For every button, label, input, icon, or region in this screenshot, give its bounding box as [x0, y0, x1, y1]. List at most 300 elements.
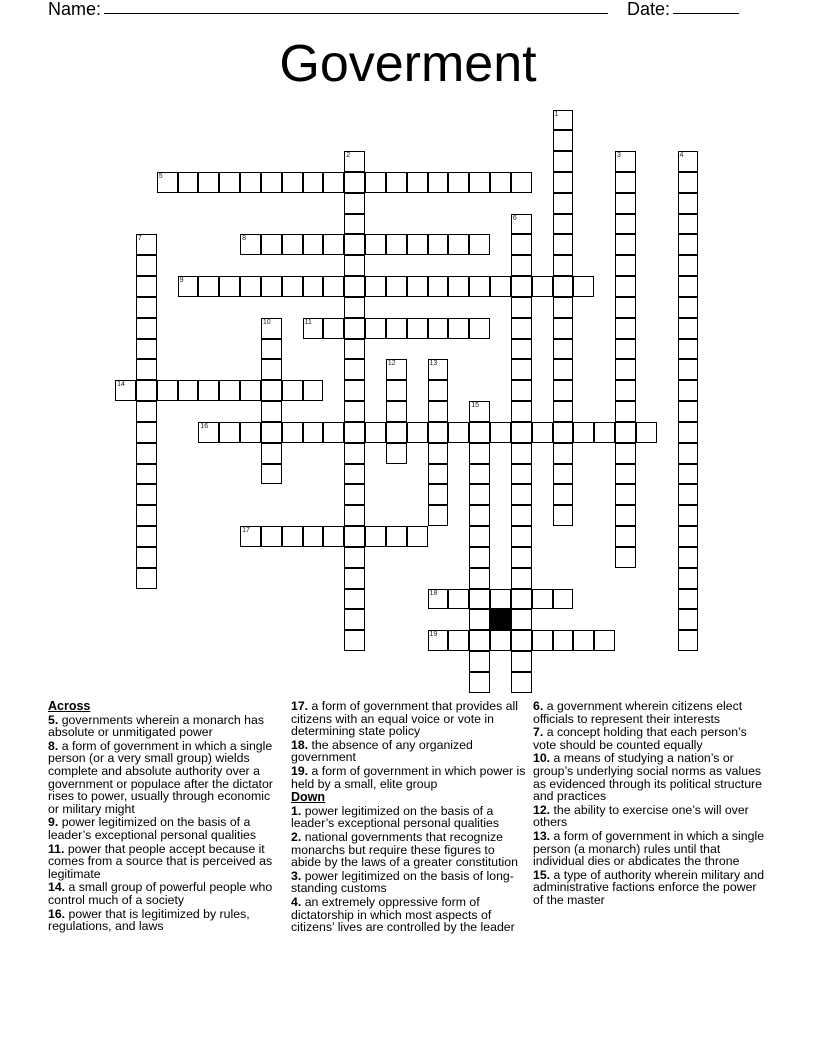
grid-cell[interactable]	[678, 568, 699, 589]
grid-cell[interactable]	[448, 234, 469, 255]
grid-cell[interactable]	[344, 255, 365, 276]
grid-cell[interactable]	[136, 339, 157, 360]
grid-cell[interactable]	[386, 526, 407, 547]
grid-cell[interactable]	[136, 297, 157, 318]
grid-cell[interactable]	[469, 234, 490, 255]
grid-cell[interactable]	[553, 484, 574, 505]
grid-cell[interactable]	[219, 276, 240, 297]
grid-cell[interactable]	[532, 589, 553, 610]
grid-cell[interactable]	[511, 484, 532, 505]
grid-cell[interactable]	[261, 318, 282, 339]
grid-cell[interactable]	[136, 568, 157, 589]
clue-number: 11.	[48, 841, 68, 856]
clue-text: national governments that recognize monarchs but require these figures to abide by the laws of a greater constitution	[291, 829, 518, 870]
grid-cell[interactable]	[344, 589, 365, 610]
grid-cell[interactable]	[469, 443, 490, 464]
grid-cell[interactable]	[344, 214, 365, 235]
clue-number: 12.	[533, 802, 554, 817]
grid-cell[interactable]	[469, 422, 490, 443]
grid-cell[interactable]	[344, 401, 365, 422]
grid-cell[interactable]	[386, 318, 407, 339]
grid-cell[interactable]	[323, 172, 344, 193]
grid-cell[interactable]	[136, 547, 157, 568]
grid-cell[interactable]	[428, 630, 449, 651]
grid-cell[interactable]	[178, 380, 199, 401]
grid-cell[interactable]	[240, 380, 261, 401]
grid-cell[interactable]	[678, 193, 699, 214]
grid-cell[interactable]	[178, 172, 199, 193]
grid-cell[interactable]	[615, 443, 636, 464]
black-cell	[490, 609, 511, 630]
grid-cell[interactable]	[511, 443, 532, 464]
clue-across-18	[291, 739, 527, 764]
grid-cell[interactable]	[469, 672, 490, 693]
grid-cell[interactable]	[469, 464, 490, 485]
grid-cell[interactable]	[344, 443, 365, 464]
grid-cell[interactable]	[261, 422, 282, 443]
grid-cell[interactable]	[678, 589, 699, 610]
grid-cell[interactable]	[303, 318, 324, 339]
grid-cell[interactable]	[678, 401, 699, 422]
grid-cell[interactable]	[303, 172, 324, 193]
grid-cell[interactable]	[511, 297, 532, 318]
grid-cell[interactable]	[136, 484, 157, 505]
grid-cell[interactable]	[344, 422, 365, 443]
grid-cell[interactable]	[615, 422, 636, 443]
grid-cell[interactable]	[344, 484, 365, 505]
grid-cell[interactable]	[344, 276, 365, 297]
grid-cell[interactable]	[469, 589, 490, 610]
grid-cell[interactable]	[407, 422, 428, 443]
grid-cell[interactable]	[615, 401, 636, 422]
clue-number: 8	[242, 235, 246, 243]
grid-cell[interactable]	[136, 276, 157, 297]
grid-cell[interactable]	[157, 172, 178, 193]
clue-down-12	[533, 804, 769, 829]
grid-cell[interactable]	[323, 276, 344, 297]
clue-number: 14.	[48, 880, 69, 895]
grid-cell[interactable]	[428, 318, 449, 339]
grid-cell[interactable]	[553, 339, 574, 360]
grid-cell[interactable]	[303, 234, 324, 255]
grid-cell[interactable]	[136, 359, 157, 380]
grid-cell[interactable]	[532, 276, 553, 297]
clue-across-16	[48, 908, 284, 933]
grid-cell[interactable]	[490, 172, 511, 193]
grid-cell[interactable]	[198, 422, 219, 443]
grid-cell[interactable]	[636, 422, 657, 443]
grid-cell[interactable]	[615, 547, 636, 568]
clue-number: 4.	[291, 894, 305, 909]
grid-cell[interactable]	[323, 526, 344, 547]
grid-cell[interactable]	[511, 568, 532, 589]
grid-cell[interactable]	[678, 526, 699, 547]
grid-cell[interactable]	[115, 380, 136, 401]
clue-text: a government wherein citizens elect officials to represent their interests	[533, 699, 743, 726]
grid-cell[interactable]	[407, 318, 428, 339]
grid-cell[interactable]	[511, 380, 532, 401]
grid-cell[interactable]	[344, 464, 365, 485]
grid-cell[interactable]	[282, 526, 303, 547]
grid-cell[interactable]	[365, 172, 386, 193]
grid-cell[interactable]	[615, 276, 636, 297]
grid-cell[interactable]	[469, 547, 490, 568]
grid-cell[interactable]	[678, 547, 699, 568]
grid-cell[interactable]	[386, 422, 407, 443]
grid-cell[interactable]	[511, 276, 532, 297]
grid-cell[interactable]	[678, 422, 699, 443]
grid-cell[interactable]	[678, 214, 699, 235]
grid-cell[interactable]	[448, 422, 469, 443]
grid-cell[interactable]	[678, 234, 699, 255]
grid-cell[interactable]	[136, 234, 157, 255]
grid-cell[interactable]	[428, 484, 449, 505]
grid-cell[interactable]	[490, 589, 511, 610]
grid-cell[interactable]	[386, 443, 407, 464]
clue-number: 17	[242, 527, 250, 535]
grid-cell[interactable]	[553, 276, 574, 297]
grid-cell[interactable]	[469, 505, 490, 526]
grid-cell[interactable]	[136, 255, 157, 276]
grid-cell[interactable]	[219, 422, 240, 443]
grid-cell[interactable]	[219, 172, 240, 193]
grid-cell[interactable]	[344, 630, 365, 651]
grid-cell[interactable]	[136, 318, 157, 339]
grid-cell[interactable]	[678, 318, 699, 339]
grid-cell[interactable]	[573, 630, 594, 651]
grid-cell[interactable]	[136, 422, 157, 443]
grid-cell[interactable]	[448, 276, 469, 297]
grid-cell[interactable]	[344, 380, 365, 401]
grid-cell[interactable]	[365, 234, 386, 255]
grid-cell[interactable]	[344, 359, 365, 380]
grid-cell[interactable]	[344, 297, 365, 318]
clue-number: 16	[200, 422, 209, 430]
grid-cell[interactable]	[365, 318, 386, 339]
grid-cell[interactable]	[261, 234, 282, 255]
grid-cell[interactable]	[615, 505, 636, 526]
grid-cell[interactable]	[615, 359, 636, 380]
grid-cell[interactable]	[303, 276, 324, 297]
grid-cell[interactable]	[511, 651, 532, 672]
grid-cell[interactable]	[344, 193, 365, 214]
grid-cell[interactable]	[198, 172, 219, 193]
grid-cell[interactable]	[428, 234, 449, 255]
grid-cell[interactable]	[428, 401, 449, 422]
grid-cell[interactable]	[615, 526, 636, 547]
clues-column-3	[533, 700, 769, 908]
grid-cell[interactable]	[615, 380, 636, 401]
grid-cell[interactable]	[511, 214, 532, 235]
grid-cell[interactable]	[615, 297, 636, 318]
grid-cell[interactable]	[344, 568, 365, 589]
grid-cell[interactable]	[511, 672, 532, 693]
grid-cell[interactable]	[615, 318, 636, 339]
grid-cell[interactable]	[678, 151, 699, 172]
clue-number: 14	[117, 381, 125, 389]
grid-cell[interactable]	[615, 484, 636, 505]
grid-cell[interactable]	[428, 380, 449, 401]
grid-cell[interactable]	[553, 589, 574, 610]
grid-cell[interactable]	[615, 234, 636, 255]
grid-cell[interactable]	[678, 380, 699, 401]
grid-cell[interactable]	[344, 339, 365, 360]
grid-cell[interactable]	[678, 484, 699, 505]
grid-cell[interactable]	[553, 380, 574, 401]
grid-cell[interactable]	[282, 380, 303, 401]
grid-cell[interactable]	[511, 234, 532, 255]
grid-cell[interactable]	[553, 110, 574, 131]
grid-cell[interactable]	[240, 422, 261, 443]
grid-cell[interactable]	[344, 172, 365, 193]
grid-cell[interactable]	[469, 172, 490, 193]
grid-cell[interactable]	[240, 234, 261, 255]
clue-across-11	[48, 843, 284, 881]
grid-cell[interactable]	[553, 151, 574, 172]
grid-cell[interactable]	[261, 172, 282, 193]
grid-cell[interactable]	[344, 318, 365, 339]
grid-cell[interactable]	[469, 526, 490, 547]
grid-cell[interactable]	[136, 464, 157, 485]
grid-cell[interactable]	[261, 526, 282, 547]
grid-cell[interactable]	[553, 401, 574, 422]
grid-cell[interactable]	[407, 276, 428, 297]
grid-cell[interactable]	[240, 526, 261, 547]
grid-cell[interactable]	[428, 172, 449, 193]
grid-cell[interactable]	[553, 297, 574, 318]
grid-cell[interactable]	[323, 318, 344, 339]
grid-cell[interactable]	[511, 318, 532, 339]
grid-cell[interactable]	[386, 380, 407, 401]
clue-number: 18	[429, 589, 438, 597]
clue-down-15	[533, 869, 769, 907]
grid-cell[interactable]	[428, 422, 449, 443]
grid-cell[interactable]	[678, 359, 699, 380]
clue-number: 10.	[533, 751, 554, 766]
grid-cell[interactable]	[553, 214, 574, 235]
grid-cell[interactable]	[178, 276, 199, 297]
grid-cell[interactable]	[553, 443, 574, 464]
grid-cell[interactable]	[615, 339, 636, 360]
clue-across-19	[291, 765, 527, 790]
grid-cell[interactable]	[448, 172, 469, 193]
grid-cell[interactable]	[198, 276, 219, 297]
grid-cell[interactable]	[678, 255, 699, 276]
grid-cell[interactable]	[386, 401, 407, 422]
grid-cell[interactable]	[365, 422, 386, 443]
clue-down-6	[533, 700, 769, 725]
grid-cell[interactable]	[678, 297, 699, 318]
grid-cell[interactable]	[469, 401, 490, 422]
clue-across-8	[48, 740, 284, 816]
clue-across-5	[48, 714, 284, 739]
grid-cell[interactable]	[303, 526, 324, 547]
grid-cell[interactable]	[469, 651, 490, 672]
grid-cell[interactable]	[428, 443, 449, 464]
grid-cell[interactable]	[511, 339, 532, 360]
grid-cell[interactable]	[303, 422, 324, 443]
grid-cell[interactable]	[678, 630, 699, 651]
grid-cell[interactable]	[282, 234, 303, 255]
grid-cell[interactable]	[511, 589, 532, 610]
grid-cell[interactable]	[303, 380, 324, 401]
grid-cell[interactable]	[344, 609, 365, 630]
grid-cell[interactable]	[428, 464, 449, 485]
grid-cell[interactable]	[511, 172, 532, 193]
grid-cell[interactable]	[448, 589, 469, 610]
grid-cell[interactable]	[136, 380, 157, 401]
grid-cell[interactable]	[469, 568, 490, 589]
clue-number: 15	[471, 402, 479, 410]
grid-cell[interactable]	[553, 464, 574, 485]
grid-cell[interactable]	[678, 276, 699, 297]
grid-cell[interactable]	[678, 464, 699, 485]
grid-cell[interactable]	[678, 505, 699, 526]
clue-number: 13	[429, 360, 438, 368]
grid-cell[interactable]	[615, 151, 636, 172]
grid-cell[interactable]	[428, 589, 449, 610]
grid-cell[interactable]	[282, 276, 303, 297]
grid-cell[interactable]	[490, 630, 511, 651]
grid-cell[interactable]	[615, 214, 636, 235]
grid-cell[interactable]	[678, 609, 699, 630]
grid-cell[interactable]	[428, 276, 449, 297]
clues-column-1	[48, 700, 284, 934]
grid-cell[interactable]	[344, 526, 365, 547]
clue-number: 9	[179, 277, 184, 285]
grid-cell[interactable]	[282, 422, 303, 443]
grid-cell[interactable]	[553, 630, 574, 651]
grid-cell[interactable]	[469, 276, 490, 297]
grid-cell[interactable]	[511, 630, 532, 651]
grid-cell[interactable]	[511, 359, 532, 380]
clue-down-13	[533, 830, 769, 868]
grid-cell[interactable]	[198, 380, 219, 401]
grid-cell[interactable]	[511, 401, 532, 422]
grid-cell[interactable]	[573, 422, 594, 443]
grid-cell[interactable]	[157, 380, 178, 401]
clue-number: 6	[512, 214, 517, 222]
grid-cell[interactable]	[261, 359, 282, 380]
grid-cell[interactable]	[553, 193, 574, 214]
grid-cell[interactable]	[448, 318, 469, 339]
grid-cell[interactable]	[511, 505, 532, 526]
clue-text: a type of authority wherein military and administrative factions enforce the power of the master	[533, 867, 765, 907]
grid-cell[interactable]	[386, 359, 407, 380]
grid-cell[interactable]	[553, 172, 574, 193]
grid-cell[interactable]	[615, 193, 636, 214]
grid-cell[interactable]	[282, 172, 303, 193]
grid-cell[interactable]	[323, 422, 344, 443]
grid-cell[interactable]	[615, 255, 636, 276]
grid-cell[interactable]	[261, 401, 282, 422]
clue-text: the ability to exercise one’s will over others	[533, 802, 749, 830]
grid-cell[interactable]	[261, 464, 282, 485]
clue-number: 4	[679, 152, 684, 160]
grid-cell[interactable]	[407, 526, 428, 547]
clue-number: 7	[137, 235, 142, 243]
grid-cell[interactable]	[407, 234, 428, 255]
grid-cell[interactable]	[511, 422, 532, 443]
grid-cell[interactable]	[594, 630, 615, 651]
grid-cell[interactable]	[678, 172, 699, 193]
grid-cell[interactable]	[594, 422, 615, 443]
grid-cell[interactable]	[344, 151, 365, 172]
grid-cell[interactable]	[553, 234, 574, 255]
grid-cell[interactable]	[553, 359, 574, 380]
grid-cell[interactable]	[469, 484, 490, 505]
grid-cell[interactable]	[428, 359, 449, 380]
grid-cell[interactable]	[553, 255, 574, 276]
grid-cell[interactable]	[428, 505, 449, 526]
grid-cell[interactable]	[240, 276, 261, 297]
grid-cell[interactable]	[136, 401, 157, 422]
grid-cell[interactable]	[407, 172, 428, 193]
clue-number: 1	[554, 110, 559, 118]
grid-cell[interactable]	[553, 505, 574, 526]
grid-cell[interactable]	[344, 234, 365, 255]
grid-cell[interactable]	[136, 443, 157, 464]
grid-cell[interactable]	[448, 630, 469, 651]
grid-cell[interactable]	[469, 609, 490, 630]
grid-cell[interactable]	[261, 443, 282, 464]
grid-cell[interactable]	[261, 380, 282, 401]
clue-number: 1.	[291, 803, 305, 818]
grid-cell[interactable]	[490, 422, 511, 443]
grid-cell[interactable]	[261, 339, 282, 360]
grid-cell[interactable]	[219, 380, 240, 401]
grid-cell[interactable]	[532, 422, 553, 443]
grid-cell[interactable]	[573, 276, 594, 297]
grid-cell[interactable]	[469, 318, 490, 339]
clue-text: power legitimized on the basis of long-standing customs	[291, 868, 514, 896]
grid-cell[interactable]	[136, 526, 157, 547]
grid-cell[interactable]	[386, 276, 407, 297]
clue-down-3	[291, 870, 527, 895]
grid-cell[interactable]	[261, 276, 282, 297]
grid-cell[interactable]	[678, 443, 699, 464]
grid-cell[interactable]	[323, 234, 344, 255]
grid-cell[interactable]	[511, 547, 532, 568]
grid-cell[interactable]	[615, 172, 636, 193]
grid-cell[interactable]	[511, 464, 532, 485]
clue-number: 5.	[48, 712, 62, 727]
clue-number: 3	[617, 152, 621, 160]
grid-cell[interactable]	[240, 172, 261, 193]
grid-cell[interactable]	[136, 505, 157, 526]
grid-cell[interactable]	[365, 276, 386, 297]
clue-text: power that is legitimized by rules, regulations, and laws	[48, 906, 250, 934]
grid-cell[interactable]	[386, 172, 407, 193]
grid-cell[interactable]	[511, 526, 532, 547]
grid-cell[interactable]	[344, 547, 365, 568]
grid-cell[interactable]	[490, 276, 511, 297]
grid-cell[interactable]	[511, 609, 532, 630]
grid-cell[interactable]	[678, 339, 699, 360]
grid-cell[interactable]	[553, 422, 574, 443]
grid-cell[interactable]	[511, 255, 532, 276]
grid-cell[interactable]	[344, 505, 365, 526]
grid-cell[interactable]	[553, 130, 574, 151]
clue-number: 12	[387, 360, 396, 368]
clue-text: the absence of any organized government	[291, 737, 473, 765]
grid-cell[interactable]	[469, 630, 490, 651]
grid-cell[interactable]	[386, 234, 407, 255]
grid-cell[interactable]	[615, 464, 636, 485]
grid-cell[interactable]	[532, 630, 553, 651]
grid-cell[interactable]	[365, 526, 386, 547]
grid-cell[interactable]	[553, 318, 574, 339]
